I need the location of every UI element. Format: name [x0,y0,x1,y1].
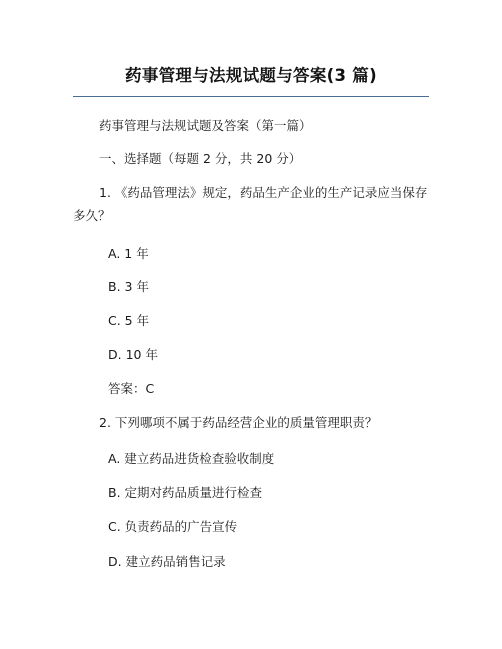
question-2-stem: 2. 下列哪项不属于药品经营企业的质量管理职责？ [99,415,378,430]
subtitle: 药事管理与法规试题及答案（第一篇） [99,118,312,133]
question-1-option-a: A. 1 年 [108,246,149,261]
title-divider [73,96,429,97]
question-2-option-a: A. 建立药品进货检查验收制度 [108,451,275,466]
question-1-option-b: B. 3 年 [108,279,149,294]
question-1-option-d: D. 10 年 [108,347,158,362]
question-1-stem: 1. 《药品管理法》规定，药品生产企业的生产记录应当保存多久？ [73,185,428,223]
section-heading: 一、选择题（每题 2 分，共 20 分） [99,151,302,166]
document-title: 药事管理与法规试题与答案(3 篇) [125,66,377,85]
question-2-option-b: B. 定期对药品质量进行检查 [108,485,263,500]
question-2-option-c: C. 负责药品的广告宣传 [108,519,238,534]
question-2-option-d: D. 建立药品销售记录 [108,554,226,569]
question-1-answer: 答案：C [108,381,155,396]
question-1-option-c: C. 5 年 [108,313,150,328]
